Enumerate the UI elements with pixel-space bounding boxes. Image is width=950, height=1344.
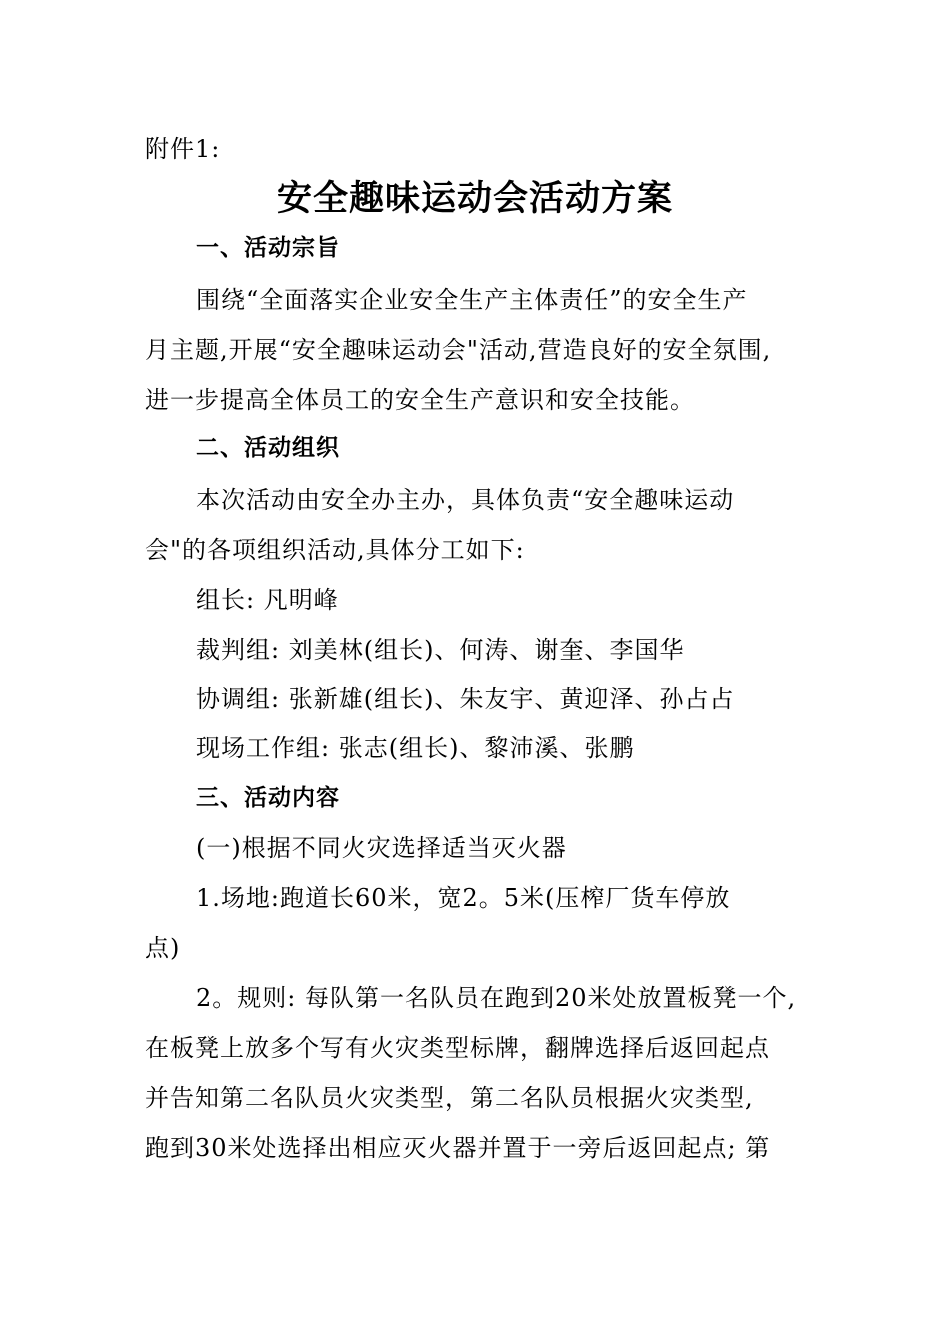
paragraph-line: 月主题,开展“安全趣味运动会"活动,营造良好的安全氛围, xyxy=(145,336,772,364)
item-rules-line: 跑到30米处选择出相应灭火器并置于一旁后返回起点; 第 xyxy=(145,1134,771,1162)
item-rules-line: 2。规则: 每队第一名队员在跑到20米处放置板凳一个, xyxy=(196,984,797,1012)
item-venue-line: 点) xyxy=(145,934,181,962)
role-line-coordination: 协调组: 张新雄(组长)、朱友宇、黄迎泽、孙占占 xyxy=(196,685,735,713)
subheading-fire-extinguisher: (一)根据不同火灾选择适当灭火器 xyxy=(196,834,567,862)
paragraph-line: 会"的各项组织活动,具体分工如下: xyxy=(145,536,525,564)
attachment-label: 附件1: xyxy=(145,135,221,163)
document-title: 安全趣味运动会活动方案 xyxy=(276,179,673,219)
item-rules-line: 在板凳上放多个写有火灾类型标牌，翻牌选择后返回起点 xyxy=(145,1034,770,1062)
role-line-leader: 组长: 凡明峰 xyxy=(196,586,339,614)
role-line-referee: 裁判组: 刘美林(组长)、何涛、谢奎、李国华 xyxy=(196,636,685,664)
section-heading-content: 三、活动内容 xyxy=(196,785,340,811)
paragraph-line: 围绕“全面落实企业安全生产主体责任”的安全生产 xyxy=(196,286,748,314)
paragraph-line: 进一步提高全体员工的安全生产意识和安全技能。 xyxy=(145,386,695,414)
item-rules-line: 并告知第二名队员火灾类型，第二名队员根据火灾类型, xyxy=(145,1084,754,1112)
role-line-onsite: 现场工作组: 张志(组长)、黎沛溪、张鹏 xyxy=(196,734,635,762)
item-venue-line: 1.场地:跑道长60米，宽2。5米(压榨厂货车停放 xyxy=(196,884,731,912)
section-heading-purpose: 一、活动宗旨 xyxy=(196,235,340,261)
paragraph-line: 本次活动由安全办主办，具体负责“安全趣味运动 xyxy=(196,486,735,514)
section-heading-organization: 二、活动组织 xyxy=(196,435,340,461)
